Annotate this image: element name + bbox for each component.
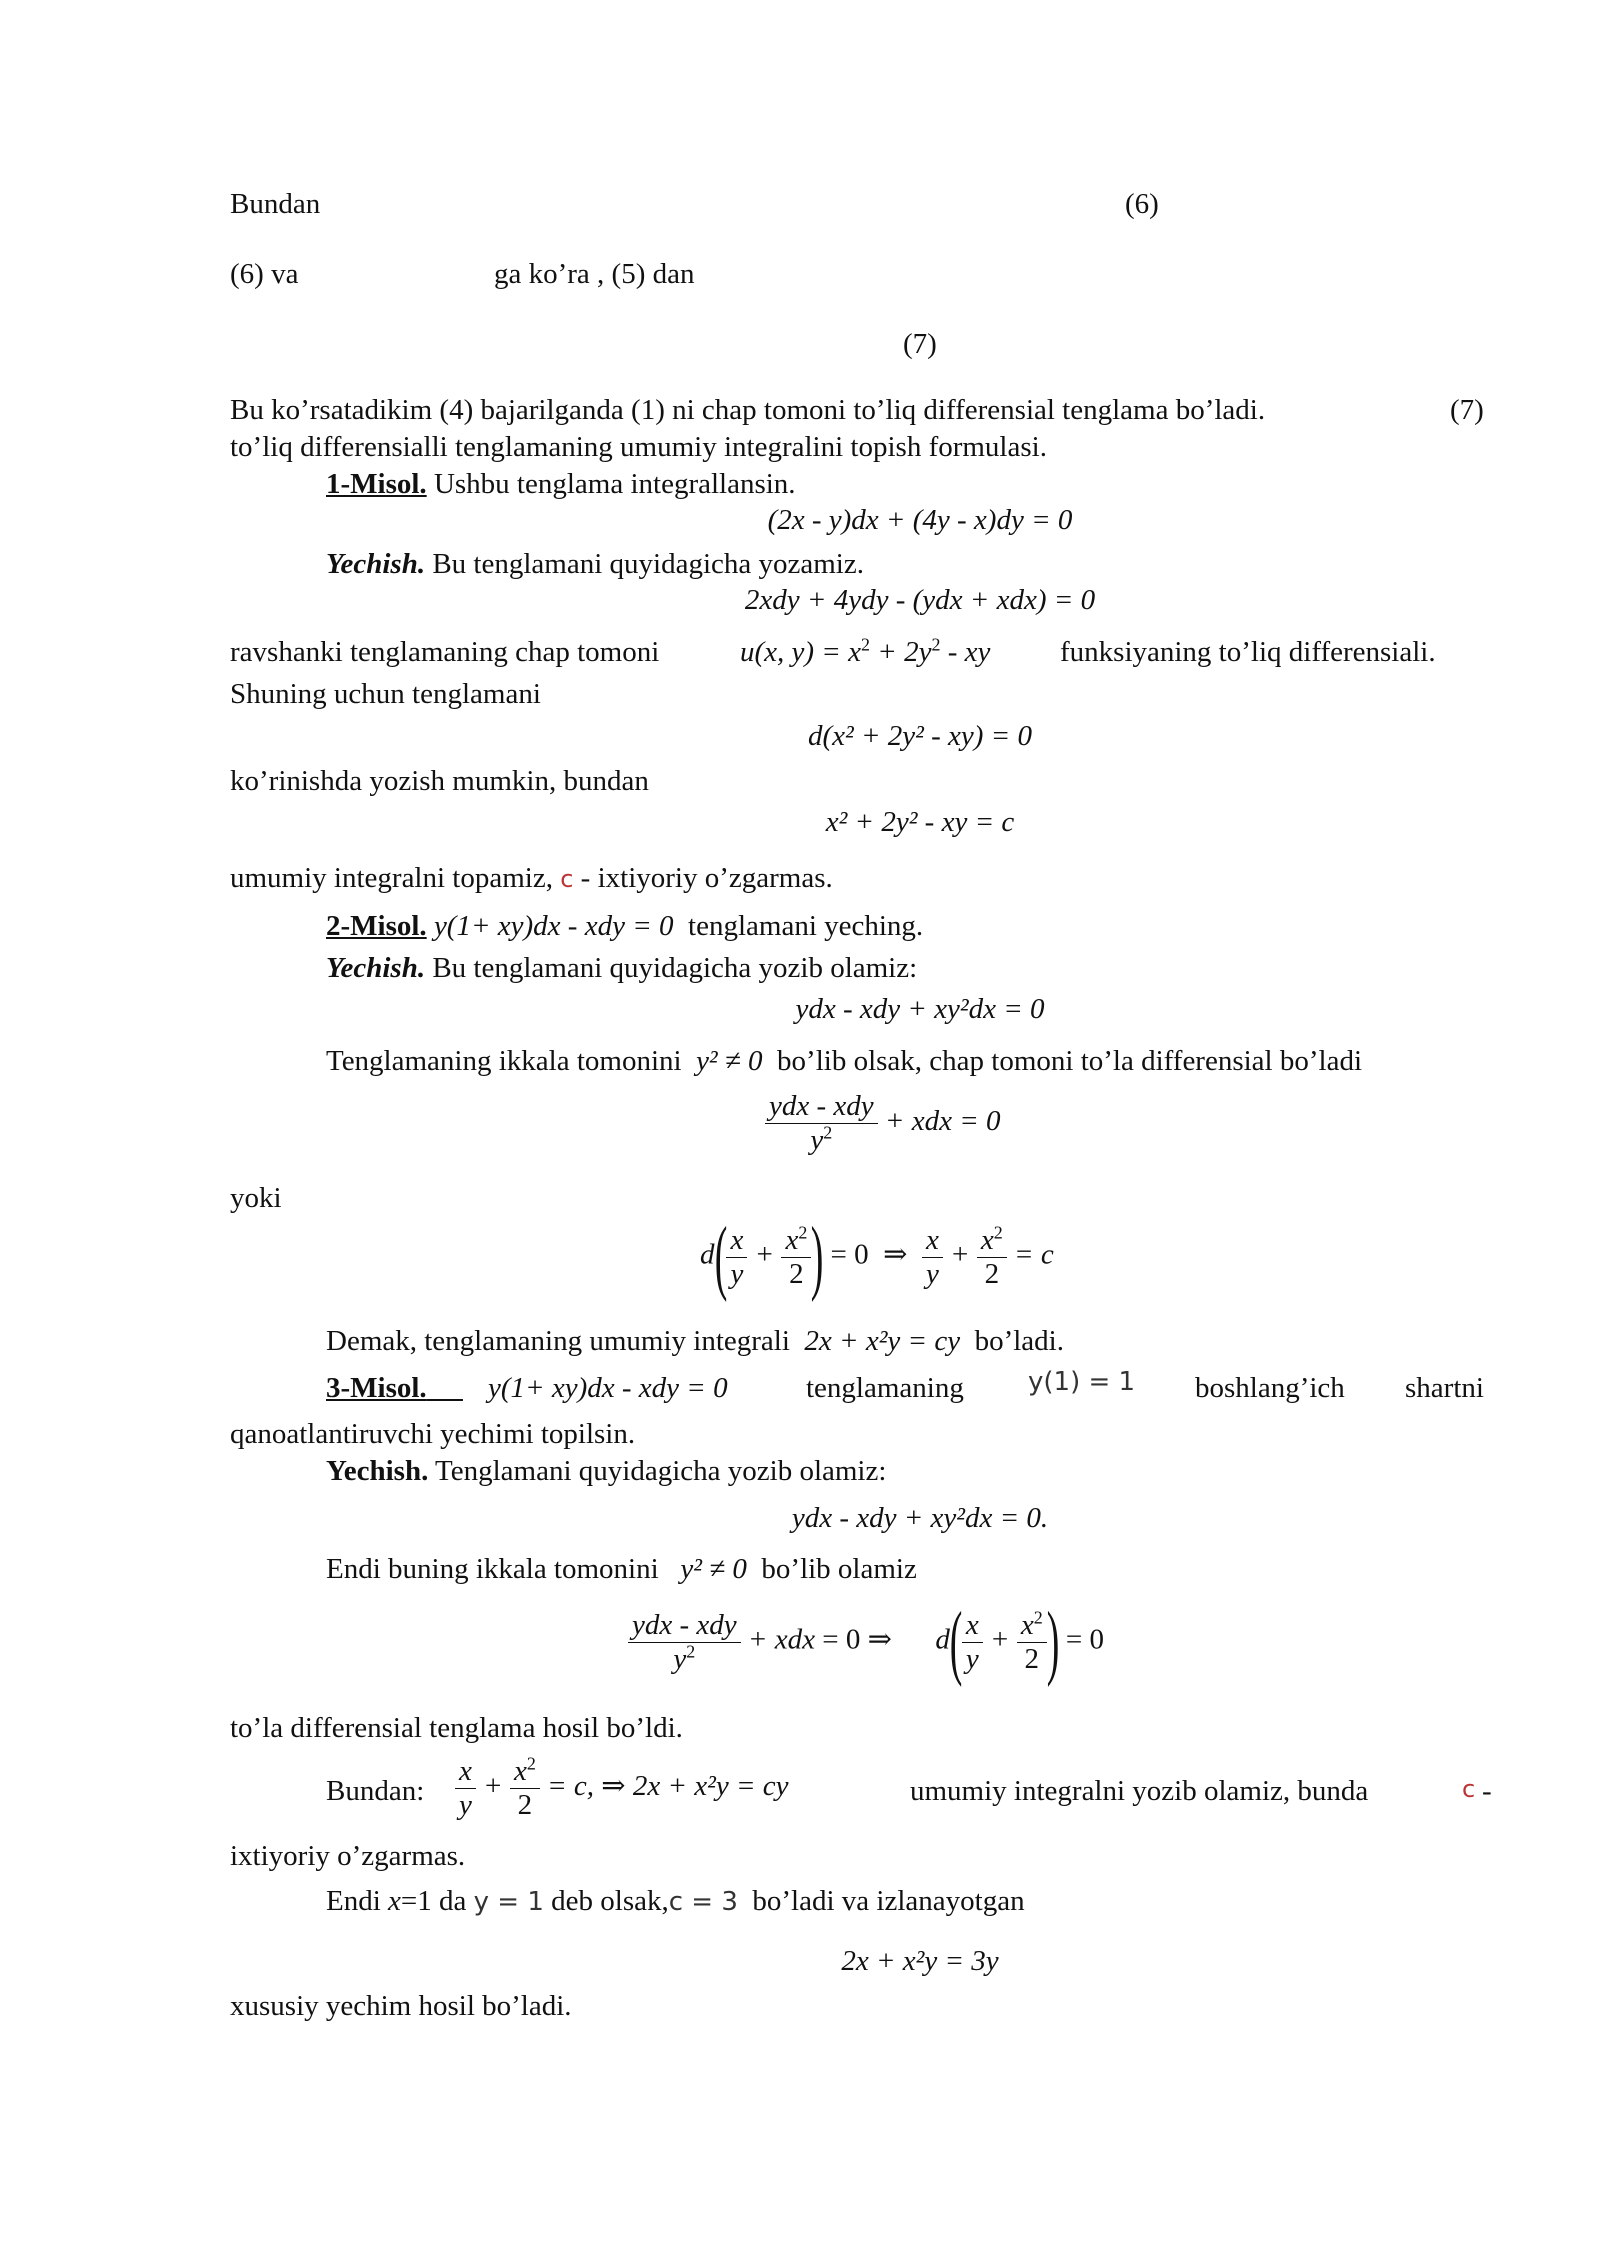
text-demak bbox=[326, 1325, 1064, 1358]
text-korinishda: ko’rinishda yozish mumkin, bundan bbox=[230, 765, 649, 797]
text-endi-buning bbox=[326, 1553, 917, 1586]
example-3-equation: y(1+ xy)dx - xdy = 0 bbox=[488, 1372, 728, 1404]
example-2-text: tenglamani yeching. bbox=[688, 910, 924, 942]
example-1-text: Ushbu tenglama integrallansin. bbox=[426, 468, 796, 500]
equation-ref-7: (7) bbox=[1450, 394, 1484, 426]
solution-2-equation: ydx - xdy + xy²dx = 0 bbox=[795, 993, 1045, 1025]
general-integral-3-rhs: = c, ⇒ 2x + x²y = cy bbox=[547, 1770, 789, 1803]
solution-3-heading bbox=[326, 1455, 886, 1488]
text-umumiy-integralni-yozib: umumiy integralni yozib olamiz, bunda bbox=[910, 1775, 1369, 1807]
condition-y1-image: y = 1 bbox=[473, 1887, 544, 1917]
general-integral-1: x² + 2y² - xy = c bbox=[825, 806, 1015, 838]
general-integral-2: 2x + x²y = cy bbox=[804, 1325, 961, 1357]
text-paragraph-line1: Bu ko’rsatadikim (4) bajarilganda (1) ni chap tomoni to’liq differensial tenglama bo’ladi. bbox=[230, 394, 1266, 426]
condition-y2-nonzero-2: y² ≠ 0 bbox=[680, 1553, 747, 1585]
text-gakora: ga ko’ra , (5) dan bbox=[494, 258, 695, 290]
text-umumiy-1-b: - ixtiyoriy o’zgarmas. bbox=[573, 862, 833, 894]
function-u-lhs: u(x, y) = x bbox=[740, 636, 861, 668]
solution-2-heading bbox=[326, 952, 917, 985]
differential-equation-d: d(x² + 2y² - xy) = 0 bbox=[808, 720, 1032, 752]
initial-condition-image: y(1) = 1 bbox=[1028, 1367, 1136, 1397]
fraction-1 bbox=[765, 1090, 878, 1157]
text-xususiy: xususiy yechim hosil bo’ladi. bbox=[230, 1990, 572, 2022]
solution-2-label: Yechish. bbox=[326, 952, 426, 984]
solution-3-label: Yechish. bbox=[326, 1455, 429, 1487]
solution-1-label: Yechish. bbox=[326, 548, 426, 580]
text-umumiy-1-a: umumiy integralni topamiz, bbox=[230, 862, 553, 894]
text-endi2-d: bo’ladi va izlanayotgan bbox=[752, 1885, 1025, 1917]
text-endi-x1 bbox=[326, 1885, 1025, 1918]
example-2-heading bbox=[326, 910, 923, 943]
fraction-1-denominator: $y^2$ bbox=[810, 1122, 833, 1156]
example-3-label-row bbox=[326, 1372, 463, 1405]
text-tenglamaning-a: Tenglamaning ikkala tomonini bbox=[326, 1045, 682, 1077]
example-1-label: 1-Misol. bbox=[326, 468, 427, 500]
text-m3-tenglamaning: tenglamaning bbox=[806, 1372, 964, 1404]
variable-x: x bbox=[388, 1885, 401, 1917]
condition-y2-nonzero: y² ≠ 0 bbox=[696, 1045, 763, 1077]
text-endi2-c: deb olsak, bbox=[551, 1885, 669, 1917]
text-bundan: Bundan bbox=[230, 188, 321, 220]
text-tenglamaning-ikkala bbox=[326, 1045, 1362, 1078]
fraction-1-numerator: ydx - xdy bbox=[765, 1090, 878, 1124]
example-2-label: 2-Misol. bbox=[326, 910, 427, 942]
text-qanoatlantiruvchi: qanoatlantiruvchi yechimi topilsin. bbox=[230, 1418, 636, 1450]
equation-number-7: (7) bbox=[903, 328, 937, 360]
particular-solution: 2x + x²y = 3y bbox=[841, 1945, 999, 1977]
text-dash: - bbox=[1482, 1775, 1492, 1807]
solution-1-equation: 2xdy + 4ydy - (ydx + xdx) = 0 bbox=[744, 584, 1096, 616]
text-demak-b: bo’ladi. bbox=[974, 1325, 1064, 1357]
text-ixtiyoriy: ixtiyoriy o’zgarmas. bbox=[230, 1840, 466, 1872]
example-3-label: 3-Misol. bbox=[326, 1372, 427, 1404]
solution-3-equation: ydx - xdy + xy²dx = 0. bbox=[791, 1502, 1049, 1534]
text-bundan-2: Bundan: bbox=[326, 1775, 425, 1807]
text-ravshanki: ravshanki tenglamaning chap tomoni bbox=[230, 636, 660, 668]
function-u-expression: u(x, $y) = x^2 + 2y^2$ - xy bbox=[740, 634, 991, 668]
text-6-va: (6) va bbox=[230, 258, 299, 290]
equation-number-6: (6) bbox=[1125, 188, 1159, 220]
example-1-equation: (2x - y)dx + (4y - x)dy = 0 bbox=[767, 504, 1073, 536]
constant-c-image: c bbox=[560, 865, 574, 893]
text-paragraph-line2: to’liq differensialli tenglamaning umumiy integralini topish formulasi. bbox=[230, 431, 1047, 463]
fraction-equation-2: $\frac{\text{ydx - xdy}}{y^2}$ + xdx = 0 ⇒ d( $\frac{x}{y}$ + $\frac{x^2}{2}$ ) = 0 bbox=[628, 1600, 1104, 1684]
solution-1-heading bbox=[326, 548, 864, 581]
text-endi2-a: Endi bbox=[326, 1885, 381, 1917]
text-endi2-b: =1 da bbox=[400, 1885, 467, 1917]
example-1-heading bbox=[326, 468, 796, 501]
text-funksiyaning: funksiyaning to’liq differensiali. bbox=[1060, 636, 1436, 668]
text-demak-a: Demak, tenglamaning umumiy integrali bbox=[326, 1325, 790, 1357]
text-yoki: yoki bbox=[230, 1182, 282, 1214]
text-tenglamaning-b: bo’lib olsak, chap tomoni to’la differensial bo’ladi bbox=[777, 1045, 1363, 1077]
constant-c3-image: c = 3 bbox=[668, 1887, 738, 1917]
solution-1-text: Bu tenglamani quyidagicha yozamiz. bbox=[425, 548, 864, 580]
solution-2-text: Bu tenglamani quyidagicha yozib olamiz: bbox=[425, 952, 918, 984]
example-2-equation: y(1+ xy)dx - xdy = 0 bbox=[433, 910, 674, 942]
text-tola-differensial: to’la differensial tenglama hosil bo’ldi. bbox=[230, 1712, 683, 1744]
general-integral-3: $\frac{x}{y}$ + $\frac{x^2}{2}$ = c, ⇒ 2x + x²y = cy bbox=[455, 1755, 789, 1822]
text-umumiy-1 bbox=[230, 862, 833, 895]
text-endi-b: bo’lib olamiz bbox=[761, 1553, 917, 1585]
constant-c-image-2: c bbox=[1462, 1775, 1476, 1803]
text-endi-a: Endi buning ikkala tomonini bbox=[326, 1553, 659, 1585]
text-m3-boshlangich: boshlang’ich bbox=[1195, 1372, 1345, 1404]
fraction-equation-1 bbox=[765, 1090, 1001, 1157]
solution-3-text: Tenglamani quyidagicha yozib olamiz: bbox=[428, 1455, 887, 1487]
total-differential-equation-1: d( $\frac{x}{y}$ + $\frac{x^2}{2}$ ) = 0 ⇒ $\frac{x}{y}$ + $\frac{x^2}{2}$ = c bbox=[700, 1210, 1054, 1303]
fraction-1-rest: + xdx = 0 bbox=[884, 1105, 1001, 1138]
text-shuning: Shuning uchun tenglamani bbox=[230, 678, 541, 710]
text-m3-shartni: shartni bbox=[1405, 1372, 1484, 1404]
